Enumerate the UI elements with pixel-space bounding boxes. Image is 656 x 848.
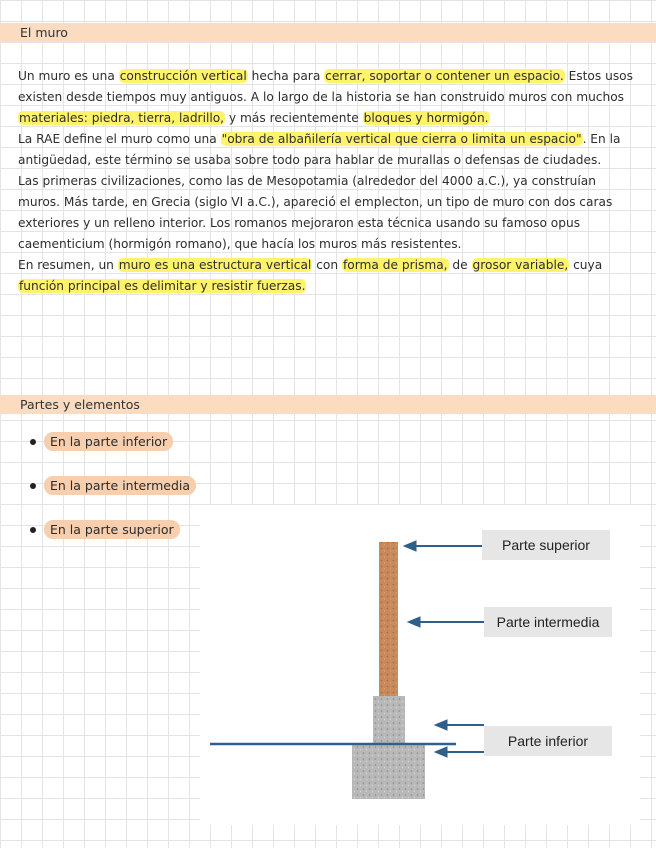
arrow-middle-icon bbox=[408, 617, 486, 627]
body-text bbox=[18, 66, 640, 297]
highlighted-text: construcción vertical bbox=[119, 69, 247, 83]
text-segment: de bbox=[448, 258, 472, 272]
label-parte-inferior: Parte inferior bbox=[484, 726, 612, 756]
highlighted-text: grosor variable, bbox=[472, 258, 569, 272]
text-segment: Un muro es una bbox=[18, 69, 119, 83]
bullet-icon bbox=[30, 439, 36, 445]
highlighted-text: muro es una estructura vertical bbox=[118, 258, 312, 272]
wall-lower-section bbox=[373, 696, 405, 744]
text-segment: Estos usos existen desde tiempos muy antiguos. A lo largo de la historia se han construido muros con muchos bbox=[18, 69, 633, 104]
section-title-partes bbox=[0, 395, 656, 414]
highlighted-text: función principal es delimitar y resistir fuerzas. bbox=[19, 279, 306, 293]
list-item-label: En la parte intermedia bbox=[44, 476, 196, 495]
text-segment: y más recientemente bbox=[225, 111, 363, 125]
text-segment: La RAE define el muro como una bbox=[18, 132, 221, 146]
arrow-foundation-icon bbox=[435, 747, 484, 757]
label-parte-intermedia: Parte intermedia bbox=[484, 607, 612, 637]
paragraph bbox=[18, 129, 640, 171]
text-segment: con bbox=[312, 258, 342, 272]
highlighted-text: forma de prisma, bbox=[342, 258, 448, 272]
text-segment: hecha para bbox=[247, 69, 325, 83]
highlighted-text: bloques y hormigón. bbox=[363, 111, 489, 125]
wall-upper-section bbox=[379, 542, 398, 696]
bullet-icon bbox=[30, 483, 36, 489]
text-segment: Las primeras civilizaciones, como las de Mesopotamia (alrededor del 4000 a.C.), ya construían muros. Más tarde, en Grecia (siglo VI a.C.), apareció el emplecton, un tipo de muro con dos caras exteriores y un relleno interior. Los romanos mejoraron esta técnica usando su famoso opus caementicium (hormigón romano), que hacía los muros más resistentes. bbox=[18, 174, 613, 251]
list-item-label: En la parte inferior bbox=[44, 432, 173, 451]
arrow-top-icon bbox=[404, 541, 482, 551]
section-title-text: Partes y elementos bbox=[20, 397, 140, 412]
highlighted-text: "obra de albañilería vertical que cierra o limita un espacio" bbox=[221, 132, 582, 146]
wall-foundation bbox=[352, 744, 425, 799]
text-segment: . En la antigüedad, este término se usaba sobre todo para hablar de murallas o defensas de ciudades. bbox=[18, 132, 621, 167]
text-segment: En resumen, un bbox=[18, 258, 118, 272]
wall-diagram bbox=[200, 505, 640, 825]
paragraph bbox=[18, 255, 640, 297]
arrow-lower-icon bbox=[435, 720, 484, 730]
paragraph bbox=[18, 171, 640, 255]
paragraph bbox=[18, 66, 640, 129]
highlighted-text: materiales: piedra, tierra, ladrillo, bbox=[19, 111, 225, 125]
text-segment: cuya bbox=[569, 258, 603, 272]
bullet-icon bbox=[30, 527, 36, 533]
highlighted-text: cerrar, soportar o contener un espacio. bbox=[325, 69, 564, 83]
section-title-text: El muro bbox=[20, 25, 68, 40]
list-item-label: En la parte superior bbox=[44, 520, 180, 539]
section-title-el-muro bbox=[0, 23, 656, 42]
label-parte-superior: Parte superior bbox=[482, 530, 610, 560]
